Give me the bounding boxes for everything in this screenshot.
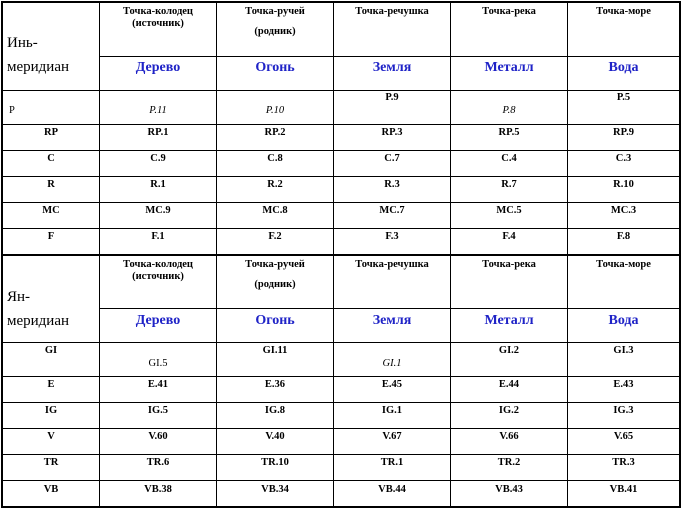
cell-tr-metal: TR.2 bbox=[497, 457, 521, 468]
cell-v-wood: V.60 bbox=[148, 431, 168, 442]
cell-ig-metal: IG.2 bbox=[498, 405, 520, 416]
row-label-vb: VB bbox=[43, 484, 59, 495]
divider bbox=[3, 228, 679, 229]
cell-mc-fire: MC.8 bbox=[262, 205, 288, 216]
divider bbox=[3, 124, 679, 125]
cell-v-metal: V.66 bbox=[499, 431, 519, 442]
divider bbox=[3, 480, 679, 481]
cell-r-wood: R.1 bbox=[150, 179, 166, 190]
divider bbox=[99, 56, 679, 57]
cell-rp-earth: RP.3 bbox=[381, 127, 403, 138]
cell-c-earth: C.7 bbox=[384, 153, 400, 164]
yang-element-wood: Дерево bbox=[135, 313, 181, 328]
yin-header-earth bbox=[334, 6, 450, 18]
cell-gi-metal: GI.2 bbox=[498, 345, 520, 356]
yang-header-metal bbox=[451, 259, 567, 271]
cell-rp-metal: RP.5 bbox=[498, 127, 520, 138]
cell-mc-metal: MC.5 bbox=[496, 205, 522, 216]
cell-c-fire: C.8 bbox=[267, 153, 283, 164]
point-type: Точка-река bbox=[482, 259, 536, 270]
yin-element-wood: Дерево bbox=[135, 60, 181, 75]
divider bbox=[3, 202, 679, 203]
yin-meridian-label bbox=[7, 31, 97, 79]
row-label-f: F bbox=[47, 231, 55, 242]
yin-element-earth: Земля bbox=[372, 60, 412, 75]
cell-mc-earth: MC.7 bbox=[379, 205, 405, 216]
divider bbox=[3, 454, 679, 455]
cell-e-water: E.43 bbox=[613, 379, 634, 390]
yin-element-water: Вода bbox=[608, 60, 639, 75]
cell-e-metal: E.44 bbox=[498, 379, 520, 390]
cell-v-water: V.65 bbox=[613, 431, 634, 442]
cell-gi-fire: GI.11 bbox=[262, 345, 288, 356]
cell-c-wood: C.9 bbox=[150, 153, 166, 164]
cell-c-water: C.3 bbox=[615, 153, 632, 164]
cell-rp-water: RP.9 bbox=[613, 127, 634, 138]
yang-header-fire bbox=[217, 259, 333, 291]
point-subtype: (источник) bbox=[132, 18, 184, 29]
point-subtype: (источник) bbox=[132, 271, 184, 282]
yang-header-earth bbox=[334, 259, 450, 271]
divider bbox=[3, 90, 679, 91]
cell-tr-earth: TR.1 bbox=[380, 457, 404, 468]
cell-c-metal: C.4 bbox=[501, 153, 517, 164]
cell-f-earth: F.3 bbox=[385, 231, 399, 242]
cell-r-water: R.10 bbox=[613, 179, 634, 190]
divider bbox=[3, 428, 679, 429]
point-type: Точка-речушка bbox=[355, 6, 429, 17]
cell-ig-wood: IG.5 bbox=[147, 405, 169, 416]
cell-vb-earth: VB.44 bbox=[378, 484, 406, 495]
divider bbox=[3, 176, 679, 177]
cell-ig-earth: IG.1 bbox=[381, 405, 403, 416]
row-label-p: P bbox=[9, 105, 15, 116]
divider bbox=[3, 342, 679, 343]
cell-vb-water: VB.41 bbox=[609, 484, 638, 495]
cell-p-earth: P.9 bbox=[385, 92, 399, 103]
cell-f-fire: F.2 bbox=[268, 231, 282, 242]
cell-mc-wood: MC.9 bbox=[145, 205, 171, 216]
point-type: Точка-колодец bbox=[123, 259, 193, 270]
cell-v-fire: V.40 bbox=[265, 431, 285, 442]
cell-p-metal: P.8 bbox=[502, 105, 516, 116]
yang-meridian-label-line1: Ян- bbox=[7, 289, 31, 305]
row-label-e: E bbox=[47, 379, 55, 390]
row-label-gi: GI bbox=[44, 345, 58, 356]
cell-ig-water: IG.3 bbox=[613, 405, 634, 416]
row-label-mc: MC bbox=[42, 205, 60, 216]
cell-gi-earth: GI.1 bbox=[382, 358, 402, 369]
yin-header-water bbox=[568, 6, 679, 18]
cell-mc-water: MC.3 bbox=[610, 205, 637, 216]
yin-meridian-label-line2: меридиан bbox=[7, 59, 70, 75]
point-type: Точка-ручей bbox=[245, 6, 305, 17]
cell-rp-wood: RP.1 bbox=[147, 127, 169, 138]
yang-element-fire: Огонь bbox=[255, 313, 295, 328]
divider bbox=[3, 402, 679, 403]
cell-v-earth: V.67 bbox=[382, 431, 402, 442]
point-type: Точка-море bbox=[596, 259, 651, 270]
yin-element-fire: Огонь bbox=[255, 60, 295, 75]
cell-r-metal: R.7 bbox=[501, 179, 517, 190]
cell-ig-fire: IG.8 bbox=[264, 405, 286, 416]
divider bbox=[99, 308, 679, 309]
yin-element-metal: Металл bbox=[484, 60, 534, 75]
divider bbox=[3, 376, 679, 377]
point-subtype: (родник) bbox=[254, 279, 296, 290]
cell-vb-wood: VB.38 bbox=[144, 484, 172, 495]
cell-e-wood: E.41 bbox=[147, 379, 169, 390]
cell-r-earth: R.3 bbox=[384, 179, 400, 190]
row-label-ig: IG bbox=[44, 405, 58, 416]
row-label-v: V bbox=[47, 431, 55, 442]
point-subtype: (родник) bbox=[254, 26, 296, 37]
cell-p-water: P.5 bbox=[616, 92, 631, 103]
row-label-rp: RP bbox=[44, 127, 58, 138]
cell-e-fire: E.36 bbox=[264, 379, 286, 390]
cell-gi-wood: GI.5 bbox=[148, 358, 168, 369]
meridian-table bbox=[1, 1, 681, 508]
yin-header-metal bbox=[451, 6, 567, 18]
row-label-r: R bbox=[47, 179, 55, 190]
cell-tr-wood: TR.6 bbox=[146, 457, 170, 468]
row-label-c: C bbox=[47, 153, 55, 164]
yin-meridian-label-line1: Инь- bbox=[7, 35, 38, 51]
yang-element-earth: Земля bbox=[372, 313, 412, 328]
cell-f-water: F.8 bbox=[616, 231, 631, 242]
cell-r-fire: R.2 bbox=[267, 179, 283, 190]
yang-meridian-label-line2: меридиан bbox=[7, 313, 70, 329]
cell-rp-fire: RP.2 bbox=[264, 127, 286, 138]
point-type: Точка-колодец bbox=[123, 6, 193, 17]
cell-vb-metal: VB.43 bbox=[495, 484, 523, 495]
point-type: Точка-река bbox=[482, 6, 536, 17]
yang-header-wood bbox=[100, 259, 216, 283]
cell-e-earth: E.45 bbox=[381, 379, 403, 390]
point-type: Точка-речушка bbox=[355, 259, 429, 270]
yang-element-water: Вода bbox=[608, 313, 639, 328]
row-label-tr: TR bbox=[43, 457, 59, 468]
yin-header-fire bbox=[217, 6, 333, 38]
yang-element-metal: Металл bbox=[484, 313, 534, 328]
cell-tr-water: TR.3 bbox=[612, 457, 635, 468]
point-type: Точка-море bbox=[596, 6, 651, 17]
point-type: Точка-ручей bbox=[245, 259, 305, 270]
section-divider bbox=[3, 254, 679, 256]
cell-vb-fire: VB.34 bbox=[261, 484, 289, 495]
yang-header-water bbox=[568, 259, 679, 271]
cell-gi-water: GI.3 bbox=[613, 345, 634, 356]
cell-p-wood: P.11 bbox=[149, 105, 167, 116]
cell-tr-fire: TR.10 bbox=[261, 457, 289, 468]
cell-f-metal: F.4 bbox=[502, 231, 516, 242]
cell-p-fire: P.10 bbox=[265, 105, 285, 116]
yang-meridian-label bbox=[7, 285, 97, 333]
divider bbox=[3, 150, 679, 151]
yin-header-wood bbox=[100, 6, 216, 30]
cell-f-wood: F.1 bbox=[151, 231, 165, 242]
